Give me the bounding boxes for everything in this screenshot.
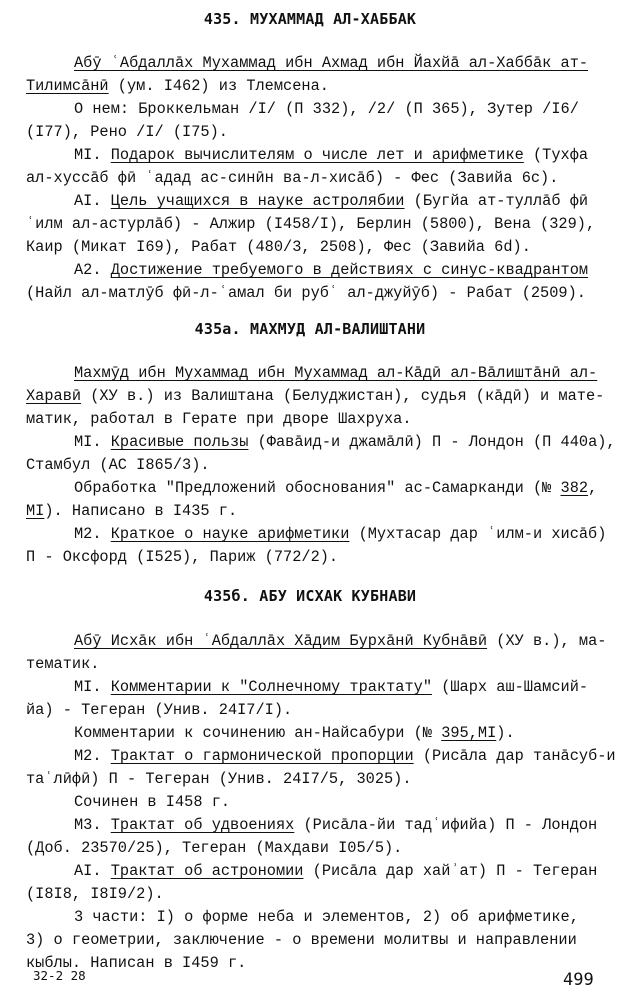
underlined-title: Харавӣ (26, 387, 82, 405)
text-run: (Рисāла-йи тадʿифийа) П - Лондон (294, 816, 598, 834)
text-line (74, 523, 606, 546)
text-run: П - Оксфорд (I525), Париж (772/2). (26, 548, 339, 566)
text-line (26, 282, 586, 305)
text-run: 3 части: I) о форме неба и элементов, 2) об арифметике, (74, 908, 579, 926)
text-run: (Шарх аш-Шамсий- (432, 678, 589, 696)
underlined-title: Подарок вычислителям о числе лет и арифметике (110, 146, 524, 164)
text-run: таʿлӣфӣ) П - Тегеран (Унив. 24I7/5, 3025). (26, 770, 412, 788)
text-line (74, 362, 597, 385)
underlined-title: Краткое о науке арифметики (110, 525, 350, 543)
text-run: (Тухфа (523, 146, 589, 164)
text-run: (ХУ в.) из Валиштана (Белуджистан), судья (кāдӣ) и мате- (81, 387, 605, 405)
text-run: (I8I8, I8I9/2). (26, 885, 164, 903)
text-line (74, 98, 579, 121)
text-run: (ХУ в.), ма- (487, 632, 607, 650)
text-line (26, 75, 329, 98)
text-run: Обработка "Предложений обоснования" ас-Самарканди (№ (74, 479, 561, 497)
section-heading-435a: 435а. МАХМУД АЛ-ВАЛИШТАНИ (194, 320, 426, 338)
text-line (74, 144, 588, 167)
text-run: AI. (74, 862, 111, 880)
text-run: ). Написано в I435 г. (44, 502, 238, 520)
text-line (74, 722, 515, 745)
text-run: ). (496, 724, 515, 742)
text-line (74, 860, 597, 883)
text-run: M2. (74, 525, 111, 543)
underlined-title: Махмӯд ибн Мухаммад ибн Мухаммад ал-Кāдӣ ал-Вāлиштāнӣ ал- (74, 364, 598, 382)
text-run: тематик. (26, 655, 100, 673)
text-line (26, 837, 402, 860)
text-run: (Фавāид-и джамāлӣ) П - Лондон (П 440а), (248, 433, 616, 451)
text-line (74, 431, 616, 454)
text-line (26, 768, 412, 791)
underlined-title: Цель учащихся в науке астролябии (110, 192, 405, 210)
printer-signature: 32-2 28 (33, 968, 86, 983)
text-line (26, 653, 99, 676)
text-line (26, 500, 237, 523)
text-run: Комментарии к сочинению ан-Найсабури (№ (74, 724, 442, 742)
text-run: Каир (Микат I69), Рабат (480/3, 2508), Фес (Завийа 6d). (26, 238, 531, 256)
text-line (26, 385, 604, 408)
text-line (26, 167, 558, 190)
text-line (74, 676, 588, 699)
text-line (74, 477, 597, 500)
underlined-title: MI (26, 502, 45, 520)
text-run: MI. (74, 678, 111, 696)
text-run: M2. (74, 747, 111, 765)
text-run: йа) - Тегеран (Унив. 24I7/I). (26, 701, 293, 719)
text-line (74, 52, 588, 75)
text-line (26, 546, 338, 569)
text-line (26, 236, 531, 259)
text-run: (Рисāла дар танāсуб-и (413, 747, 616, 765)
text-line (26, 213, 595, 236)
text-run: A2. (74, 261, 111, 279)
underlined-title: Трактат об астрономии (110, 862, 304, 880)
text-line (26, 883, 164, 906)
underlined-title: Тилимсāнӣ (26, 77, 109, 95)
text-line (74, 745, 616, 768)
section-heading-435b: 435б. АБУ ИСХАК КУБНАВИ (203, 587, 417, 605)
text-line (74, 259, 588, 282)
text-run: (Найл ал-матлӯб фӣ-л-ʿамал би рубʿ ал-джуйӯб) - Рабат (2509). (26, 284, 586, 302)
underlined-title: Абӯ Исхāк ибн ʿАбдаллāх Хāдим Бурхāнӣ Кубнāвӣ (74, 632, 488, 650)
text-line (26, 121, 228, 144)
underlined-title: 382 (560, 479, 589, 497)
text-run: кыблы. Написан в I459 г. (26, 954, 247, 972)
underlined-title: Комментарии к "Солнечному трактату" (110, 678, 433, 696)
text-line (74, 906, 579, 929)
text-line (74, 190, 588, 213)
text-run: , (588, 479, 598, 497)
text-line (26, 929, 577, 952)
text-run: AI. (74, 192, 111, 210)
text-run: (Рисāла дар хайʾат) П - Тегеран (303, 862, 598, 880)
text-run: ʿилм ал-астурлāб) - Алжир (I458/I), Берлин (5800), Вена (329), (26, 215, 596, 233)
text-run: (I77), Рено /I/ (I75). (26, 123, 228, 141)
underlined-title: Трактат об удвоениях (110, 816, 295, 834)
underlined-title: Трактат о гармонической пропорции (110, 747, 414, 765)
text-run: Стамбул (AC I865/3). (26, 456, 210, 474)
text-run: (ум. I462) из Тлемсена. (108, 77, 329, 95)
text-line (26, 408, 412, 431)
underlined-title: Абӯ ʿАбдаллāх Мухаммад ибн Ахмад ибн Йахйā ал-Хаббāк ат- (74, 54, 589, 72)
text-run: (Бугйа ат-туллāб фӣ (404, 192, 589, 210)
text-run: MI. (74, 146, 111, 164)
text-line (74, 630, 606, 653)
underlined-title: Достижение требуемого в действиях с синус-квадрантом (110, 261, 589, 279)
text-run: MI. (74, 433, 111, 451)
text-line (26, 699, 292, 722)
text-line (74, 814, 597, 837)
text-run: ал-хуссāб фӣ ʿадад ас-синӣн ва-л-хисāб) - Фес (Завийа 6c). (26, 169, 559, 187)
text-run: Сочинен в I458 г. (74, 793, 231, 811)
text-run: M3. (74, 816, 111, 834)
text-run: (Доб. 23570/25), Тегеран (Махдави I05/5). (26, 839, 403, 857)
text-run: 3) о геометрии, заключение - о времени молитвы и направлении (26, 931, 577, 949)
text-line (26, 454, 210, 477)
underlined-title: Красивые пользы (110, 433, 249, 451)
text-run: О нем: Броккельман /I/ (П 332), /2/ (П 365), Зутер /I6/ (74, 100, 579, 118)
text-line (74, 791, 230, 814)
section-heading-435: 435. МУХАММАД АЛ-ХАББАК (203, 10, 417, 28)
text-run: (Мухтасар дар ʿилм-и хисāб) (349, 525, 607, 543)
page-number: 499 (563, 970, 594, 990)
text-run: матик, работал в Герате при дворе Шахруха. (26, 410, 412, 428)
underlined-title: 395,MI (441, 724, 497, 742)
